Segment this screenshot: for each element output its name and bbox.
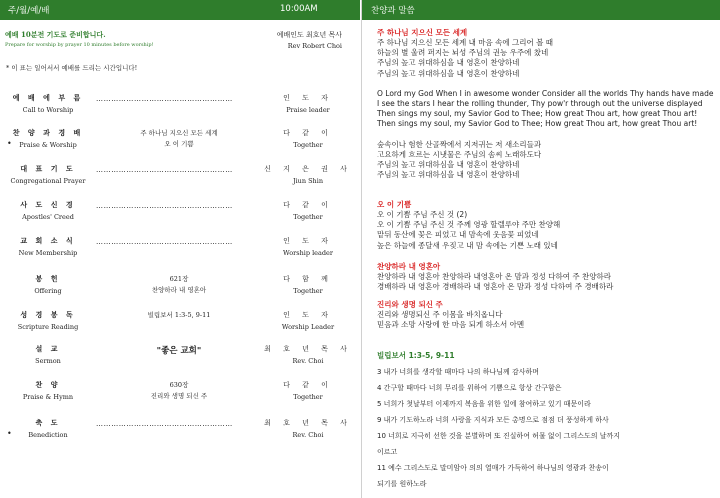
song-block [377,300,717,330]
lyric-line: 경배하라 내 영혼아 경배하라 내 영혼아 온 맘과 정성 다하여 주 경배하라 [377,282,614,292]
lyric-line: Then sings my soul, my Savior God to Thee; How great Thou art, how great Thou art! [377,109,698,119]
order-item-en: Praise & Hymn [22,393,74,401]
service-name: 주/월/예/배 [8,6,50,16]
welcome-ko: 예배 10분전 기도로 준비합니다. [5,30,106,39]
order-item-title [10,93,86,114]
order-item-title [10,274,86,295]
order-item-detail-main: 630장 [169,381,189,389]
order-item-en: Apostles' Creed [22,213,74,221]
lyric-line [377,79,717,89]
scripture-block [377,350,717,492]
order-item-leader-en: Together [293,141,323,149]
order-item-title [10,344,86,365]
order-item-leader-en: Together [293,287,323,295]
order-row [0,274,360,308]
order-item-detail-sub: 진리와 생명 되신 주 [150,392,208,400]
order-item-leader [262,380,354,401]
leader-dots: ……………………………………………… [96,202,233,210]
order-item-leader [262,344,354,365]
lyric-line: 주님의 높고 위대하심을 내 영혼이 찬양하네 [377,170,520,180]
leader-dots: ……………………………………………… [96,238,233,246]
order-item-detail-sub: 찬양하라 내 영혼아 [151,286,207,294]
order-row [0,418,360,452]
order-item-leader [262,274,354,295]
order-item-leader-ko: 인 도 자 [283,237,333,245]
order-item-leader [262,236,354,257]
order-item-title [10,418,86,439]
lyric-line: 주님의 높고 위대하심을 내 영혼이 찬양하네 [377,68,520,78]
songs-and-scripture-panel [362,0,720,498]
song-block [377,262,717,292]
lyric-line [377,130,717,140]
order-item-en: New Membership [18,249,78,257]
lyric-line: 찬양하라 내 영혼아 찬양하라 내영혼아 온 맘과 정성 다하여 주 찬양하라 [377,272,611,281]
order-item-title [10,200,86,221]
order-item-leader-ko: 인 도 자 [283,94,333,102]
order-item-leader [262,200,354,221]
order-item-leader-en: Rev. Choi [292,357,324,365]
leader-ko: 예배인도 최호년 목사 [276,31,342,39]
order-item-title [10,380,86,401]
lyric-line: I see the stars I hear the rolling thunder, Thy pow'r through out the universe displayed [377,99,703,109]
lyric-line: 오 이 기쁨 주님 주신 것 주께 영광 할렐루야 주만 찬양해 [377,220,561,230]
leader-dots: ……………………………………………… [96,166,233,174]
order-item-leader-en: Jiun Shin [292,177,324,185]
order-item-en: Offering [34,287,62,295]
songs-header-bar: 찬양과 말씀 [362,0,720,20]
order-item-detail [94,274,264,294]
welcome-message [5,30,154,48]
order-item-detail-sub: 오 이 기쁨 [164,140,194,148]
order-item-leader-en: Worship leader [282,249,333,257]
song-block [377,28,717,180]
order-item-leader-ko: 신 지 은 권 사 [264,165,352,173]
song-title: 오 이 기쁨 [377,200,412,209]
order-item-detail-main: "좋은 교회" [156,346,202,356]
order-header-bar [0,0,360,20]
order-item-detail [94,380,264,400]
order-item-ko: 찬 양 [35,380,61,389]
order-item-ko: 찬 양 과 경 배 [12,128,84,137]
leader-dots: ……………………………………………… [96,95,233,103]
order-row [0,236,360,270]
standing-bullet: • [7,429,12,438]
order-item-leader-en: Together [293,213,323,221]
order-item-ko: 대 표 기 도 [20,164,76,173]
order-row [0,200,360,234]
scripture-verse: 4 간구할 때마다 너희 무리를 위하여 기쁨으로 항상 간구함은 [377,384,562,392]
song-title: 진리와 생명 되신 주 [377,300,443,309]
order-item-title [10,128,86,149]
order-item-ko: 사 도 신 경 [20,200,76,209]
order-item-detail [94,128,264,148]
lyric-line: 숲속이나 험한 산골짝에서 지저귀는 저 새소리들과 [377,139,542,149]
lyric-line: 주 하나님 지으신 모든 세계 내 마음 속에 그리어 볼 때 [377,38,553,47]
scripture-verse: 3 내가 너희를 생각할 때마다 나의 하나님께 감사하며 [377,368,540,376]
order-item-leader [262,128,354,149]
standing-bullet: • [7,139,12,148]
scripture-verse: 5 너희가 첫날부터 이제까지 복음을 위한 일에 참여하고 있기 때문이라 [377,400,591,408]
order-row [0,164,360,198]
lyric-line: O Lord my God When I in awesome wonder Consider all the worlds Thy hands have made [377,88,714,98]
order-item-leader-ko: 다 같 이 [283,381,333,389]
scripture-verse: 되기를 원하노라 [377,480,427,488]
order-item-leader-en: Praise leader [286,106,330,114]
lyric-line: 고요하게 흐르는 시냇물은 주님의 솜씨 노래하도다 [377,149,542,159]
order-item-en: Benediction [28,431,68,439]
order-item-detail-main: 빌립보서 1:3-5, 9-11 [147,311,211,319]
scripture-title: 빌립보서 1:3-5, 9-11 [377,351,455,360]
lyric-line: 진리와 생명되신 주 이몸을 바치옵니다 [377,310,503,319]
order-item-leader-en: Worship Leader [281,323,335,331]
order-item-leader-ko: 다 같 이 [283,201,333,209]
order-item-title [10,310,86,331]
lyric-line: 주님의 높고 위대하심을 내 영혼이 찬양하네 [377,160,520,170]
order-item-leader-ko: 다 같 이 [283,129,333,137]
order-item-en: Sermon [35,357,61,365]
lyric-line: 맡뒤 동산에 꽃은 피었고 내 맘속에 웃음꽃 피었네 [377,230,539,240]
order-item-detail [94,310,264,321]
order-row [0,344,360,378]
order-item-detail-main: 621장 [169,275,189,283]
order-item-ko: 축 도 [35,418,61,427]
lyric-line: 하늘의 별 울려 퍼지는 뇌성 주님의 권능 우주에 찼네 [377,48,549,58]
lyric-line: 높은 하늘에 종달새 우짖고 내 맘 속에는 기쁜 노래 있네 [377,240,558,250]
lyric-line: 주님의 높고 위대하심을 내 영혼이 찬양하네 [377,58,520,68]
order-item-leader-ko: 최 호 년 목 사 [264,419,352,427]
order-item-ko: 봉 헌 [35,274,61,283]
leader-dots: ……………………………………………… [96,420,233,428]
scripture-verse: 11 예수 그리스도로 말미암아 의의 열매가 가득하여 하나님의 영광과 찬송이 [377,464,609,472]
order-item-leader-ko: 다 함 께 [283,275,333,283]
order-item-detail [94,344,264,358]
worship-leader [262,30,342,50]
order-item-en: Congregational Prayer [10,177,86,185]
order-item-title [10,236,86,257]
song-block [377,200,717,251]
order-item-detail-main: 주 하나님 지으신 모든 세계 [140,129,218,137]
song-title: 주 하나님 지으신 모든 세계 [377,28,468,37]
lyric-line: 믿음과 소망 사랑에 한 마음 되게 하소서 아멘 [377,320,525,330]
service-time: 10:00AM [280,4,318,14]
order-item-ko: 설 교 [35,344,61,353]
order-item-title [10,164,86,185]
order-item-ko: 교 회 소 식 [20,236,76,245]
order-row [0,380,360,414]
order-item-en: Call to Worship [22,106,74,114]
lyric-line: 오 이 기쁨 주님 주신 것 (2) [377,210,468,219]
order-item-leader-ko: 최 호 년 목 사 [264,345,352,353]
order-item-leader-en: Together [293,393,323,401]
order-item-leader-en: Rev. Choi [292,431,324,439]
order-item-ko: 성 경 봉 독 [20,310,76,319]
order-item-ko: 예 배 에 부 름 [12,93,84,102]
song-title: 찬양하라 내 영혼아 [377,262,441,271]
scripture-verse: 이르고 [377,448,398,456]
order-item-leader [262,418,354,439]
order-row [0,310,360,344]
order-row [0,128,360,162]
order-item-en: Praise & Worship [19,141,77,149]
leader-en: Rev Robert Choi [287,42,342,50]
lyric-line: Then sings my soul, my Savior God to Thee; How great Thou art, how great Thou art! [377,119,698,129]
order-item-en: Scripture Reading [17,323,79,331]
scripture-verse: 10 너희로 지극히 선한 것을 분별하며 또 진실하여 허물 없이 그리스도의 날까지 [377,432,621,440]
order-item-leader [262,310,354,331]
welcome-en: Prepare for worship by prayer 10 minutes before worship! [5,42,154,48]
order-item-leader [262,164,354,185]
scripture-verse: 9 내가 기도하노라 너희 사랑을 지식과 모든 총명으로 점점 더 풍성하게 하사 [377,416,609,424]
order-item-leader-ko: 인 도 자 [283,311,333,319]
standing-note: * 이 표는 일어서서 예배를 드리는 시간입니다! [6,64,138,72]
order-row [0,93,360,127]
order-item-leader [262,93,354,114]
